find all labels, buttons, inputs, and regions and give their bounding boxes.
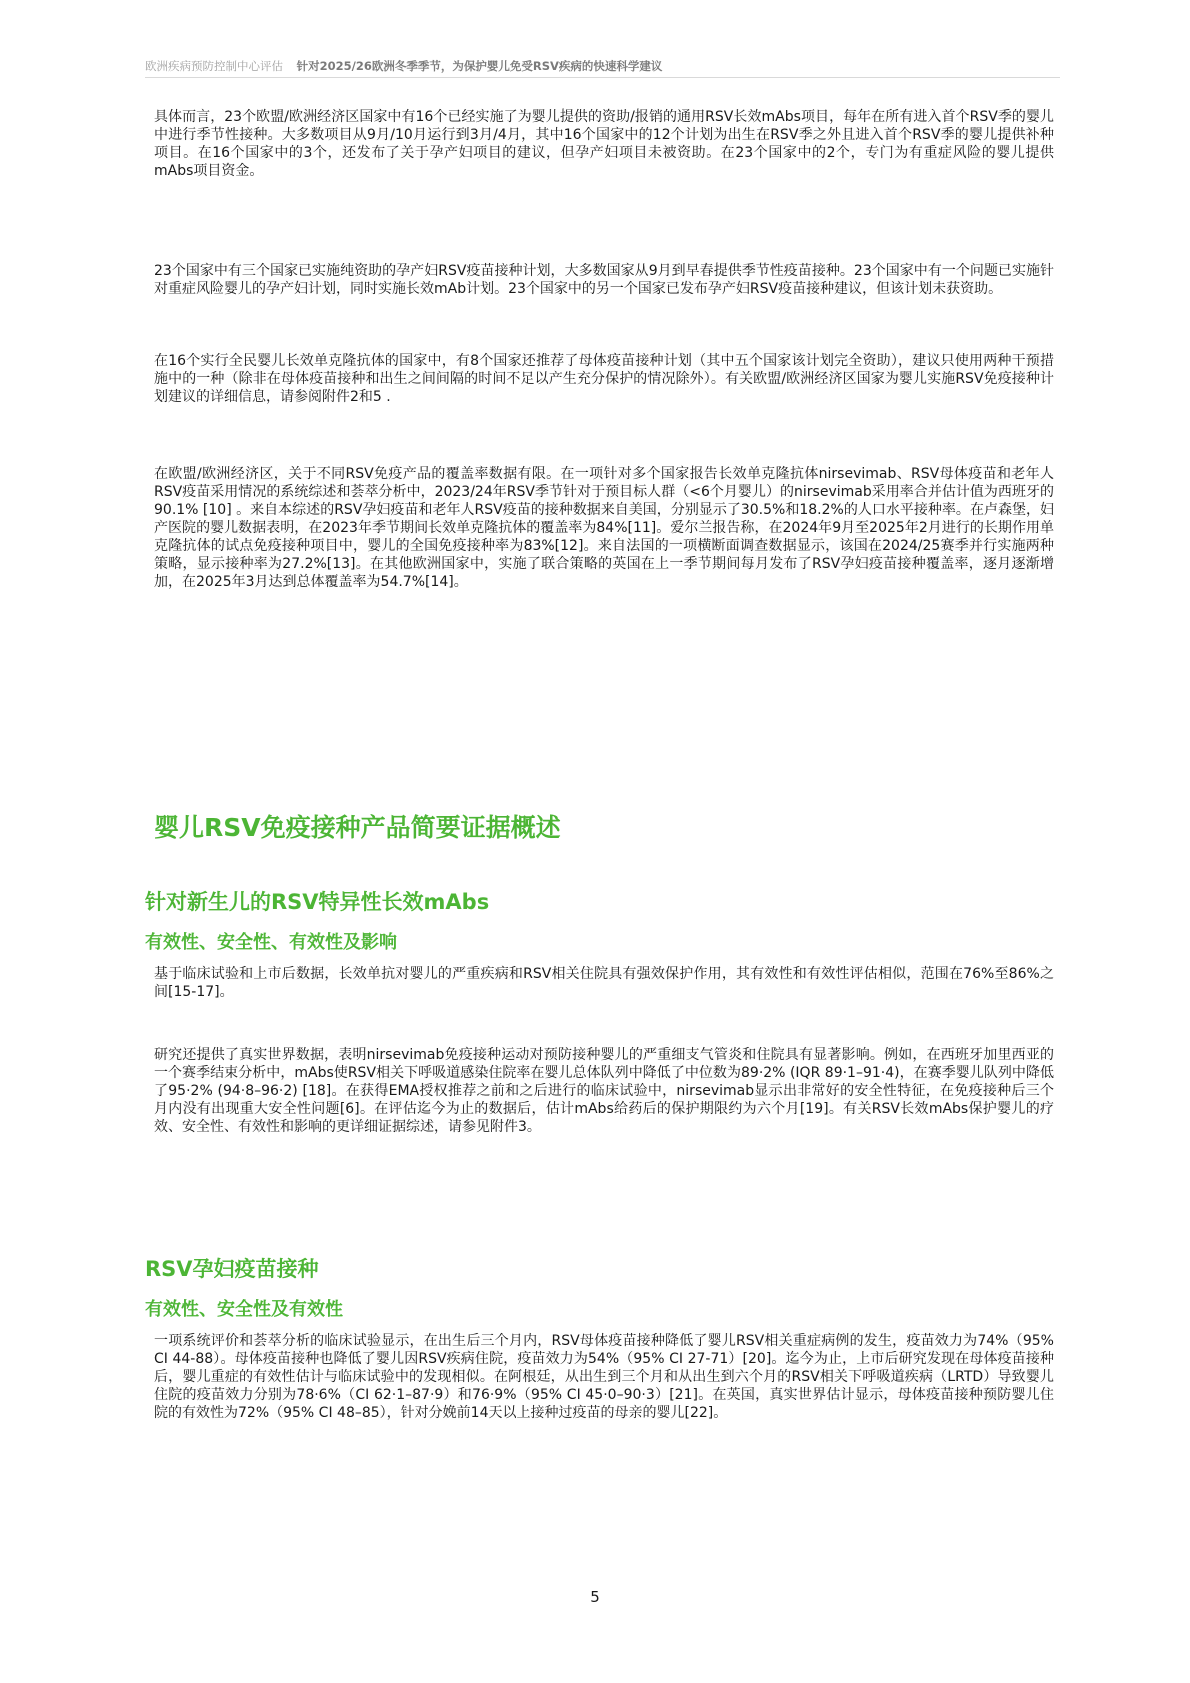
header-organization: 欧洲疾病预防控制中心评估 xyxy=(145,59,283,73)
paragraph-real-world-nirsevimab: 研究还提供了真实世界数据，表明nirsevimab免疫接种运动对预防接种婴儿的严重细支气管炎和住院具有显著影响。例如，在西班牙加里西亚的一个赛季结束分析中，mAbs使RSV相关下呼吸道感染住院率在婴儿总体队列中降低了中位数为89·2% (IQR 89·1–91·4)，在赛季婴儿队列中降低了95·2% (94·8–96·2) [18]。在获得EMA授权推荐之前和之后进行的临床试验中，nirsevimab显示出非常好的安全性特征，在免疫接种后三个月内没有出现重大安全性问题[6]。在评估迄今为止的数据后，估计mAbs给药后的保护期限约为六个月[19]。有关RSV长效mAbs保护婴儿的疗效、安全性、有效性和影响的更详细证据综述，请参见附件3。 xyxy=(154,1047,1054,1135)
subheading-long-acting-mabs: 针对新生儿的RSV特异性长效mAbs xyxy=(145,890,490,914)
section-heading: 婴儿RSV免疫接种产品简要证据概述 xyxy=(154,813,561,842)
paragraph-coverage-data: 在欧盟/欧洲经济区，关于不同RSV免疫产品的覆盖率数据有限。在一项针对多个国家报告长效单克隆抗体nirsevimab、RSV母体疫苗和老年人RSV疫苗采用情况的系统综述和荟萃分析中，2023/24年RSV季节针对于预目标人群（<6个月婴儿）的nirsevimab采用率合并估计值为西班牙的90.1% [10] 。来自本综述的RSV孕妇疫苗和老年人RSV疫苗的接种数据来自美国，分别显示了30.5%和18.2%的人口水平接种率。在卢森堡，妇产医院的婴儿数据表明，在2023年季节期间长效单克隆抗体的覆盖率为84%[11]。爱尔兰报告称，在2024年9月至2025年2月进行的长期作用单克隆抗体的试点免疫接种项目中，婴儿的全国免疫接种率为83%[12]。来自法国的一项横断面调查数据显示，该国在2024/25赛季并行实施两种策略，显示接种率为27.2%[13]。在其他欧洲国家中，实施了联合策略的英国在上一季节期间每月发布了RSV孕妇疫苗接种覆盖率，逐月逐渐增加，在2025年3月达到总体覆盖率为54.7%[14]。 xyxy=(154,466,1054,590)
page-number: 5 xyxy=(590,1588,600,1606)
header-divider xyxy=(145,77,1060,78)
paragraph-maternal-efficacy: 一项系统评价和荟萃分析的临床试验显示，在出生后三个月内，RSV母体疫苗接种降低了婴儿RSV相关重症病例的发生，疫苗效力为74%（95% CI 44-88）。母体疫苗接种也降低了婴儿因RSV疾病住院，疫苗效力为54%（95% CI 27-71）[20]。迄今为止，上市后研究发现在母体疫苗接种后，婴儿重症的有效性估计与临床试验中的发现相似。在阿根廷，从出生到三个月和从出生到六个月的RSV相关下呼吸道疾病（LRTD）导致婴儿住院的疫苗效力分别为78·6%（CI 62·1–87·9）和76·9%（95% CI 45·0–90·3）[21]。在英国，真实世界估计显示，母体疫苗接种预防婴儿住院的有效性为72%（95% CI 48–85），针对分娩前14天以上接种过疫苗的母亲的婴儿[22]。 xyxy=(154,1333,1054,1421)
running-header xyxy=(145,58,1045,74)
paragraph-mabs-efficacy: 基于临床试验和上市后数据，长效单抗对婴儿的严重疾病和RSV相关住院具有强效保护作用，其有效性和有效性评估相似，范围在76%至86%之间[15-17]。 xyxy=(154,966,1054,1000)
header-document-title: 针对2025/26欧洲冬季季节，为保护婴儿免受RSV疾病的快速科学建议 xyxy=(296,59,663,73)
subheading-maternal-efficacy: 有效性、安全性及有效性 xyxy=(145,1299,343,1320)
subheading-mabs-efficacy: 有效性、安全性、有效性及影响 xyxy=(145,932,397,953)
paragraph-combined-recommendations: 在16个实行全民婴儿长效单克隆抗体的国家中，有8个国家还推荐了母体疫苗接种计划（其中五个国家该计划完全资助），建议只使用两种干预措施中的一种（除非在母体疫苗接种和出生之间间隔的时间不足以产生充分保护的情况除外）。有关欧盟/欧洲经济区国家为婴儿实施RSV免疫接种计划建议的详细信息，请参阅附件2和5 . xyxy=(154,353,1054,405)
paragraph-national-mab-programs: 具体而言，23个欧盟/欧洲经济区国家中有16个已经实施了为婴儿提供的资助/报销的通用RSV长效mAbs项目，每年在所有进入首个RSV季的婴儿中进行季节性接种。大多数项目从9月/10月运行到3月/4月，其中16个国家中的12个计划为出生在RSV季之外且进入首个RSV季的婴儿提供补种项目。在16个国家中的3个，还发布了关于孕产妇项目的建议，但孕产妇项目未被资助。在23个国家中的2个，专门为有重症风险的婴儿提供mAbs项目资金。 xyxy=(154,109,1054,179)
subheading-maternal-vaccination: RSV孕妇疫苗接种 xyxy=(145,1257,319,1281)
paragraph-maternal-programs: 23个国家中有三个国家已实施纯资助的孕产妇RSV疫苗接种计划，大多数国家从9月到早春提供季节性疫苗接种。23个国家中有一个问题已实施针对重症风险婴儿的孕产妇计划，同时实施长效mAb计划。23个国家中的另一个国家已发布孕产妇RSV疫苗接种建议，但该计划未获资助。 xyxy=(154,263,1054,297)
